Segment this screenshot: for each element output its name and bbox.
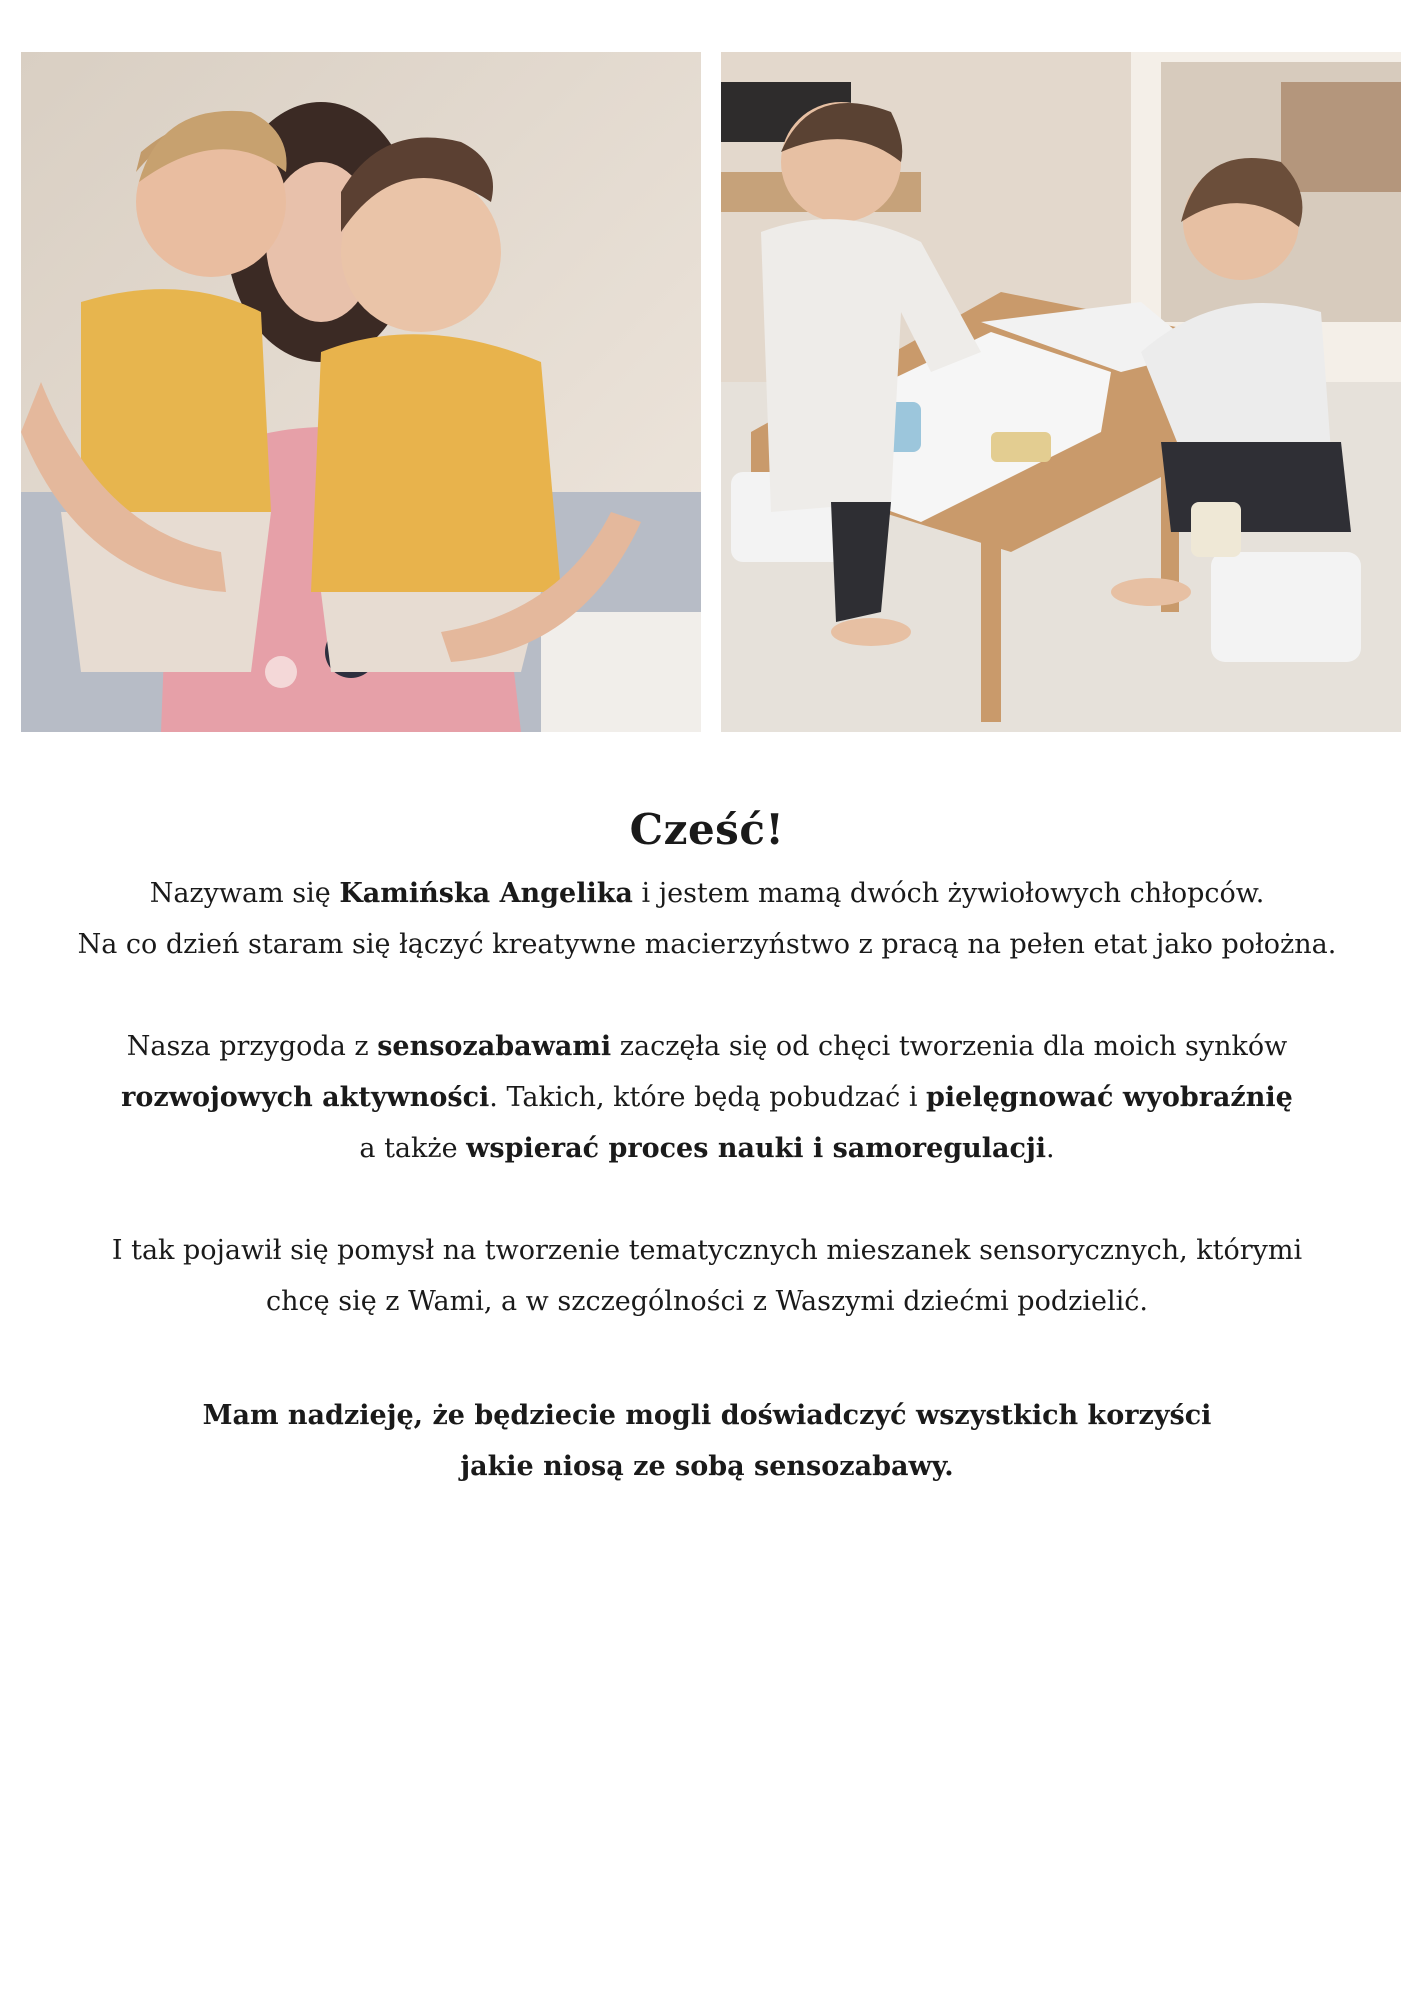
bold-text: rozwojowych aktywności: [121, 1082, 490, 1113]
boys-playing-sensory-table-photo: [721, 52, 1401, 732]
text-span: Nazywam się: [149, 878, 340, 909]
story-line-1: [0, 1021, 1414, 1072]
story-line-3: [0, 1123, 1414, 1174]
text-span: zaczęła się od chęci tworzenia dla moich synków: [611, 1031, 1288, 1062]
intro-line-2: Na co dzień staram się łączyć kreatywne macierzyństwo z pracą na pełen etat jako położna.: [77, 929, 1337, 960]
closing-line-1: Mam nadzieję, że będziecie mogli doświadczyć wszystkich korzyści: [202, 1400, 1212, 1431]
author-name: Kamińska Angelika: [339, 878, 633, 909]
closing-line-2: jakie niosą ze sobą sensozabawy.: [460, 1451, 954, 1482]
introduction-text: [0, 800, 1414, 1492]
intro-line-1: [0, 868, 1414, 919]
mother-with-two-sons-photo: [21, 52, 701, 732]
intro-paragraph: [0, 868, 1414, 970]
story-paragraph: [0, 1021, 1414, 1174]
closing-paragraph: [0, 1390, 1414, 1492]
story-line-2: [0, 1072, 1414, 1123]
bold-text: pielęgnować wyobraźnię: [926, 1082, 1293, 1113]
text-span: Nasza przygoda z: [126, 1031, 378, 1062]
text-span: a także: [359, 1133, 467, 1164]
bold-text: sensozabawami: [377, 1031, 612, 1062]
idea-paragraph: [0, 1225, 1414, 1327]
idea-line-1: I tak pojawił się pomysł na tworzenie tematycznych mieszanek sensorycznych, którymi: [111, 1235, 1303, 1266]
idea-line-2: chcę się z Wami, a w szczególności z Waszymi dziećmi podzielić.: [266, 1286, 1148, 1317]
bold-text: wspierać proces nauki i samoregulacji: [466, 1133, 1046, 1164]
text-span: i jestem mamą dwóch żywiołowych chłopców.: [632, 878, 1265, 909]
text-span: . Takich, które będą pobudzać i: [489, 1082, 927, 1113]
text-span: .: [1046, 1133, 1055, 1164]
greeting-heading: Cześć!: [629, 805, 785, 854]
